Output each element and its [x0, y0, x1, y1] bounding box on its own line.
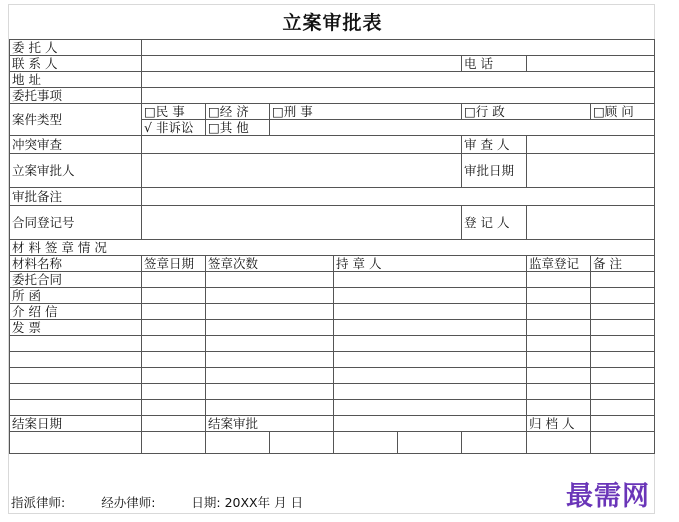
table-cell[interactable]: [142, 336, 206, 352]
watermark-logo: 最需网: [566, 481, 650, 512]
table-cell[interactable]: [206, 272, 334, 288]
table-cell[interactable]: [206, 432, 270, 454]
materials-header-seal-log: 监章登记: [527, 256, 591, 272]
form-row-approval-notes: [10, 188, 655, 206]
form-row-contact: [10, 56, 655, 72]
table-cell[interactable]: [206, 336, 334, 352]
label-reviewer: 审 查 人: [462, 136, 527, 154]
table-cell[interactable]: [462, 432, 527, 454]
material-name: 委托合同: [10, 272, 142, 288]
table-cell[interactable]: [206, 304, 334, 320]
form-row-client: [10, 40, 655, 56]
footer-date: 日期: 20XX年 月 日: [191, 495, 304, 510]
field-registrar[interactable]: [527, 206, 655, 240]
table-row: [10, 272, 655, 288]
materials-header-notes: 备 注: [591, 256, 655, 272]
table-cell[interactable]: [206, 400, 334, 416]
table-cell[interactable]: [206, 320, 334, 336]
footer-assigned-lawyer: 指派律师:: [11, 495, 66, 510]
table-cell[interactable]: [591, 368, 655, 384]
table-cell[interactable]: [142, 288, 206, 304]
checkbox-civil[interactable]: □民 事: [142, 104, 206, 120]
table-cell[interactable]: [398, 432, 462, 454]
form-row-closing-blank: [10, 432, 655, 454]
table-cell[interactable]: [142, 400, 206, 416]
footer-handling-lawyer: 经办律师:: [101, 495, 156, 510]
field-approval-notes[interactable]: [142, 188, 655, 206]
materials-header-sign-date: 签章日期: [142, 256, 206, 272]
label-contact: 联 系 人: [10, 56, 142, 72]
label-client: 委 托 人: [10, 40, 142, 56]
label-matter: 委托事项: [10, 88, 142, 104]
form-row-case-type: [10, 104, 655, 120]
table-cell[interactable]: [142, 352, 206, 368]
material-name: 发 票: [10, 320, 142, 336]
materials-header-sign-count: 签章次数: [206, 256, 334, 272]
table-cell[interactable]: [334, 336, 527, 352]
table-cell[interactable]: [591, 352, 655, 368]
checkbox-economic[interactable]: □经 济: [206, 104, 270, 120]
field-phone[interactable]: [527, 56, 655, 72]
table-cell[interactable]: [591, 336, 655, 352]
checkbox-other[interactable]: □其 他: [206, 120, 270, 136]
field-approver[interactable]: [142, 154, 462, 188]
table-cell[interactable]: [142, 368, 206, 384]
table-cell[interactable]: [206, 352, 334, 368]
label-address: 地 址: [10, 72, 142, 88]
table-cell[interactable]: [334, 368, 527, 384]
form-footer: [11, 493, 335, 511]
label-contract-no: 合同登记号: [10, 206, 142, 240]
label-conflict-check: 冲突审查: [10, 136, 142, 154]
material-name: 所 函: [10, 288, 142, 304]
checkbox-administrative[interactable]: □行 政: [462, 104, 591, 120]
table-cell[interactable]: [334, 288, 527, 304]
table-row: [10, 288, 655, 304]
table-cell[interactable]: [334, 320, 527, 336]
field-archivist[interactable]: [591, 416, 655, 432]
label-phone: 电 话: [462, 56, 527, 72]
table-cell[interactable]: [142, 432, 206, 454]
table-cell[interactable]: [142, 320, 206, 336]
field-conflict-check[interactable]: [142, 136, 462, 154]
table-cell[interactable]: [206, 368, 334, 384]
form-row-closing: [10, 416, 655, 432]
form-row-address: [10, 72, 655, 88]
label-archivist: 归 档 人: [527, 416, 591, 432]
table-cell[interactable]: [10, 432, 142, 454]
materials-header-name: 材料名称: [10, 256, 142, 272]
table-cell[interactable]: [591, 320, 655, 336]
form-row-matter: [10, 88, 655, 104]
table-cell[interactable]: [142, 384, 206, 400]
table-cell[interactable]: [527, 400, 591, 416]
table-cell[interactable]: [591, 288, 655, 304]
field-closing-review[interactable]: [334, 416, 527, 432]
form-row-material-status: [10, 240, 655, 256]
field-client[interactable]: [142, 40, 655, 56]
table-cell[interactable]: [591, 432, 655, 454]
table-cell[interactable]: [142, 304, 206, 320]
label-approver: 立案审批人: [10, 154, 142, 188]
table-row: [10, 304, 655, 320]
field-closing-date[interactable]: [142, 416, 206, 432]
table-cell[interactable]: [270, 432, 334, 454]
table-cell[interactable]: [591, 272, 655, 288]
field-contract-no[interactable]: [142, 206, 462, 240]
table-cell[interactable]: [527, 368, 591, 384]
field-contact[interactable]: [142, 56, 462, 72]
table-cell[interactable]: [527, 352, 591, 368]
case-approval-form: [9, 39, 655, 454]
materials-header-holder: 持 章 人: [334, 256, 527, 272]
table-cell[interactable]: [334, 272, 527, 288]
label-approval-notes: 审批备注: [10, 188, 142, 206]
table-cell[interactable]: [591, 384, 655, 400]
table-cell[interactable]: [142, 272, 206, 288]
table-cell[interactable]: [206, 384, 334, 400]
checkbox-non-litigation[interactable]: √ 非诉讼: [142, 120, 206, 136]
table-cell[interactable]: [527, 272, 591, 288]
page-title: 立案审批表: [282, 12, 383, 34]
table-row: [10, 384, 655, 400]
table-row: [10, 400, 655, 416]
table-cell[interactable]: [334, 352, 527, 368]
table-cell[interactable]: [527, 336, 591, 352]
table-cell[interactable]: [10, 352, 142, 368]
table-cell[interactable]: [334, 400, 527, 416]
form-row-conflict-check: [10, 136, 655, 154]
table-cell[interactable]: [527, 288, 591, 304]
table-cell[interactable]: [527, 432, 591, 454]
table-row: [10, 352, 655, 368]
field-reviewer[interactable]: [527, 136, 655, 154]
table-cell[interactable]: [206, 288, 334, 304]
table-cell[interactable]: [334, 304, 527, 320]
table-cell[interactable]: [10, 368, 142, 384]
label-approval-date: 审批日期: [462, 154, 527, 188]
label-closing-date: 结案日期: [10, 416, 142, 432]
table-cell[interactable]: [334, 432, 398, 454]
table-row: [10, 368, 655, 384]
checkbox-criminal[interactable]: □刑 事: [270, 104, 462, 120]
form-row-contract-no: [10, 206, 655, 240]
table-cell[interactable]: [527, 304, 591, 320]
checkbox-advisor[interactable]: □顾 问: [591, 104, 655, 120]
table-row: [10, 320, 655, 336]
table-cell[interactable]: [527, 320, 591, 336]
field-address[interactable]: [142, 72, 655, 88]
field-matter[interactable]: [142, 88, 655, 104]
field-approval-date[interactable]: [527, 154, 655, 188]
section-material-status: 材 料 签 章 情 况: [10, 240, 655, 256]
table-cell[interactable]: [591, 304, 655, 320]
table-row: [10, 336, 655, 352]
materials-header-row: [10, 256, 655, 272]
label-case-type: 案件类型: [10, 104, 142, 136]
form-row-approver: [10, 154, 655, 188]
table-cell[interactable]: [10, 336, 142, 352]
label-closing-review: 结案审批: [206, 416, 334, 432]
table-cell[interactable]: [591, 400, 655, 416]
table-cell[interactable]: [10, 400, 142, 416]
table-cell[interactable]: [527, 384, 591, 400]
label-registrar: 登 记 人: [462, 206, 527, 240]
material-name: 介 绍 信: [10, 304, 142, 320]
table-cell[interactable]: [10, 384, 142, 400]
table-cell[interactable]: [334, 384, 527, 400]
case-type-blank: [270, 120, 655, 136]
